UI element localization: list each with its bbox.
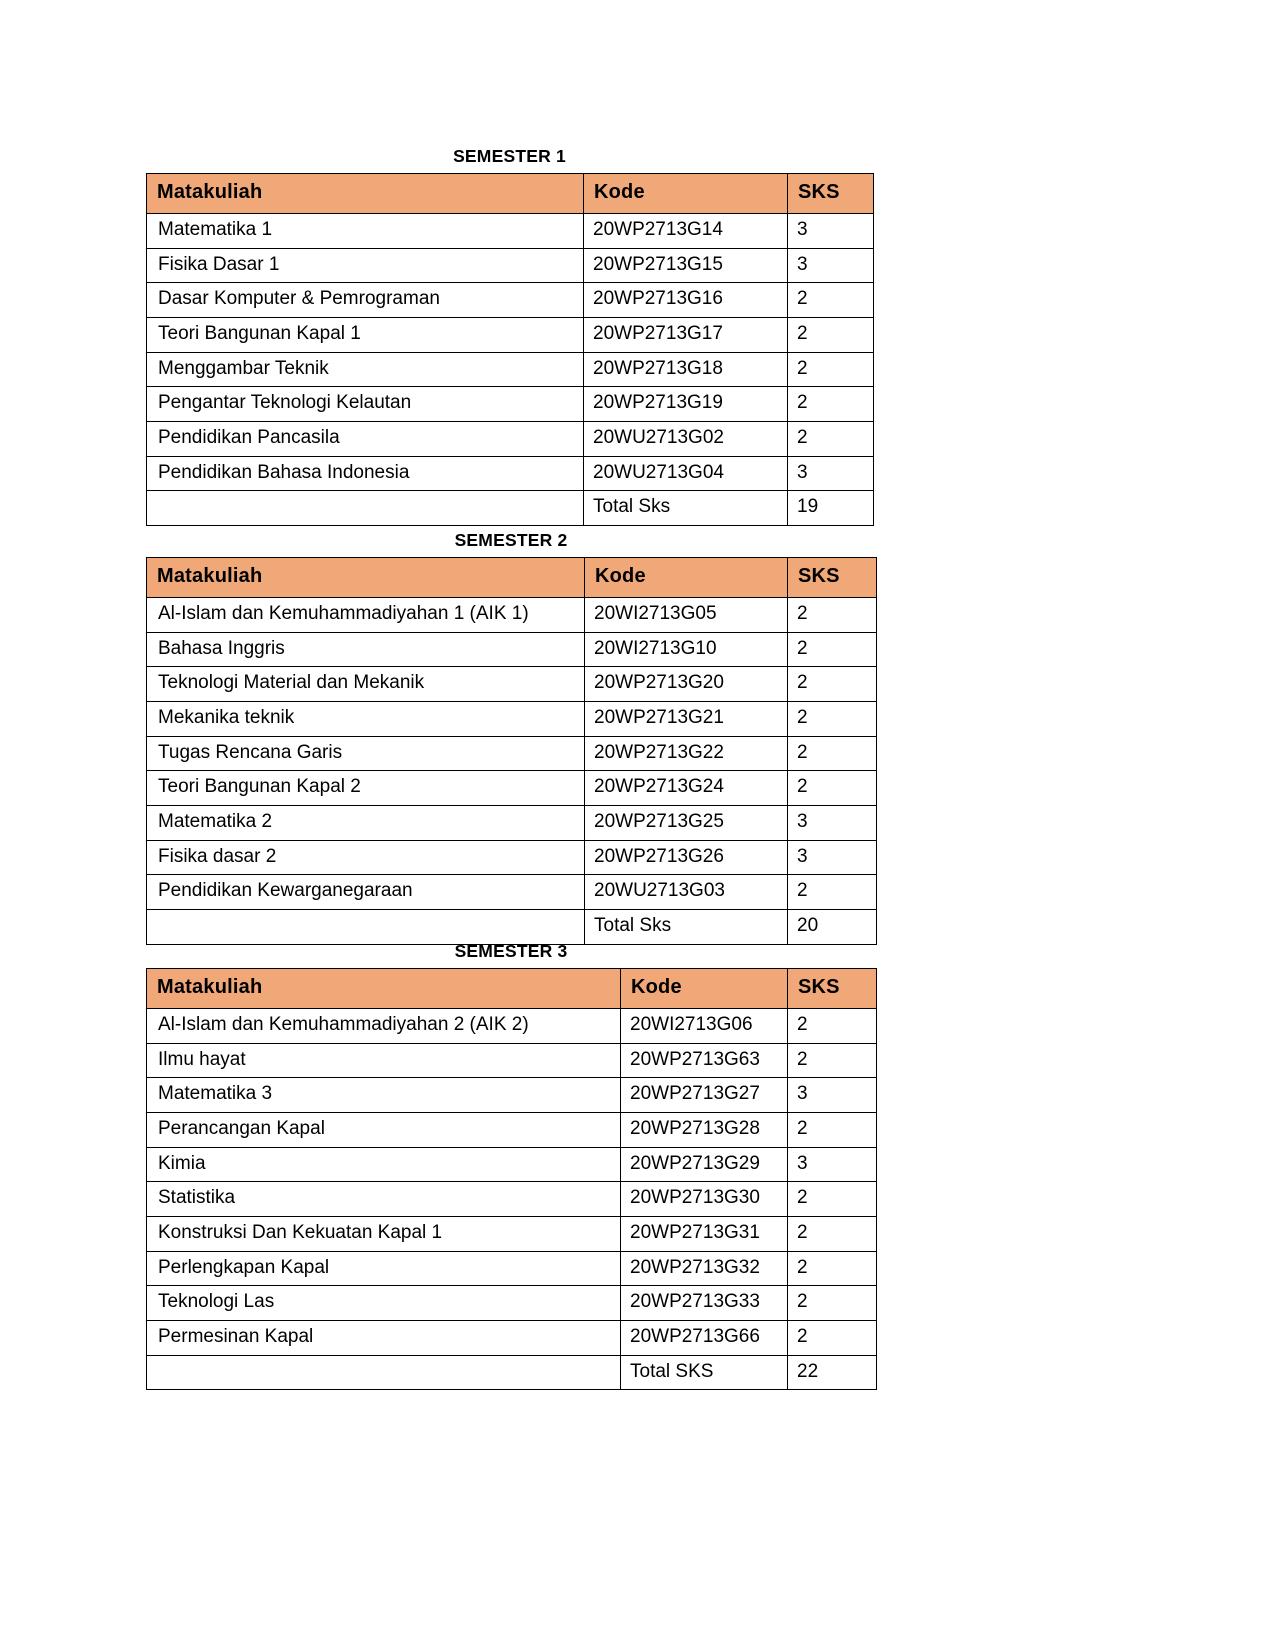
table-row (147, 1216, 877, 1251)
cell-sks: 2 (788, 387, 874, 422)
cell-matakuliah: Fisika Dasar 1 (147, 248, 584, 283)
cell-matakuliah: Bahasa Inggris (147, 632, 585, 667)
cell-sks: 2 (788, 1216, 877, 1251)
cell-kode: 20WP2713G24 (585, 771, 788, 806)
cell-matakuliah: Matematika 2 (147, 805, 585, 840)
cell-kode: 20WP2713G20 (585, 667, 788, 702)
cell-sks: 2 (788, 1320, 877, 1355)
cell-matakuliah: Pendidikan Pancasila (147, 421, 584, 456)
cell-matakuliah: Matematika 1 (147, 214, 584, 249)
cell-sks: 3 (788, 840, 877, 875)
table-row (147, 771, 877, 806)
cell-sks: 3 (788, 456, 874, 491)
cell-sks: 3 (788, 214, 874, 249)
table-row (147, 702, 877, 737)
cell-matakuliah: Pendidikan Bahasa Indonesia (147, 456, 584, 491)
table-row (147, 1147, 877, 1182)
cell-sks: 3 (788, 1147, 877, 1182)
course-table-1 (146, 173, 874, 526)
cell-sks: 2 (788, 1009, 877, 1044)
table-row (147, 387, 874, 422)
cell-kode: 20WP2713G31 (621, 1216, 788, 1251)
cell-matakuliah: Fisika dasar 2 (147, 840, 585, 875)
cell-sks: 2 (788, 352, 874, 387)
cell-sks: 2 (788, 771, 877, 806)
cell-matakuliah: Kimia (147, 1147, 621, 1182)
table-row (147, 421, 874, 456)
cell-matakuliah: Pendidikan Kewarganegaraan (147, 875, 585, 910)
cell-kode: 20WP2713G32 (621, 1251, 788, 1286)
cell-kode: 20WP2713G63 (621, 1043, 788, 1078)
table-header-2 (147, 558, 877, 598)
table-body-1 (147, 214, 874, 526)
table-body-3 (147, 1009, 877, 1390)
semester-title-3: SEMESTER 3 (454, 941, 568, 961)
cell-sks: 2 (788, 1251, 877, 1286)
cell-kode: 20WU2713G04 (584, 456, 788, 491)
cell-kode: 20WP2713G22 (585, 736, 788, 771)
table-header-1 (147, 174, 874, 214)
table-row (147, 1182, 877, 1217)
table-row (147, 736, 877, 771)
cell-kode: 20WI2713G10 (585, 632, 788, 667)
table-row (147, 598, 877, 633)
cell-empty (147, 491, 584, 526)
cell-matakuliah: Teori Bangunan Kapal 2 (147, 771, 585, 806)
cell-matakuliah: Ilmu hayat (147, 1043, 621, 1078)
cell-matakuliah: Perancangan Kapal (147, 1113, 621, 1148)
cell-sks: 2 (788, 283, 874, 318)
cell-sks: 3 (788, 1078, 877, 1113)
cell-matakuliah: Teknologi Las (147, 1286, 621, 1321)
table-row (147, 805, 877, 840)
cell-kode: 20WU2713G03 (585, 875, 788, 910)
table-row (147, 1251, 877, 1286)
cell-kode: 20WP2713G27 (621, 1078, 788, 1113)
cell-kode: 20WP2713G15 (584, 248, 788, 283)
cell-sks: 2 (788, 1182, 877, 1217)
cell-kode: 20WP2713G66 (621, 1320, 788, 1355)
table-total-row (147, 491, 874, 526)
cell-sks: 2 (788, 421, 874, 456)
cell-sks: 3 (788, 805, 877, 840)
table-row (147, 875, 877, 910)
table-row (147, 1286, 877, 1321)
table-body-2 (147, 598, 877, 944)
cell-matakuliah: Pengantar Teknologi Kelautan (147, 387, 584, 422)
cell-sks: 2 (788, 736, 877, 771)
semester-table-block-1 (146, 146, 873, 526)
header-row (147, 558, 877, 598)
column-header-matakuliah: Matakuliah (147, 969, 621, 1009)
cell-empty (147, 909, 585, 944)
cell-matakuliah: Statistika (147, 1182, 621, 1217)
semester-title-2: SEMESTER 2 (454, 530, 568, 550)
column-header-sks: SKS (788, 174, 874, 214)
cell-matakuliah: Al-Islam dan Kemuhammadiyahan 2 (AIK 2) (147, 1009, 621, 1044)
cell-kode: 20WI2713G06 (621, 1009, 788, 1044)
table-row (147, 1009, 877, 1044)
cell-matakuliah: Teori Bangunan Kapal 1 (147, 318, 584, 353)
semester-table-block-2 (146, 530, 876, 945)
cell-sks: 2 (788, 667, 877, 702)
table-row (147, 352, 874, 387)
header-row (147, 174, 874, 214)
column-header-kode: Kode (584, 174, 788, 214)
cell-kode: 20WP2713G19 (584, 387, 788, 422)
cell-kode: 20WU2713G02 (584, 421, 788, 456)
course-table-2 (146, 557, 877, 944)
cell-kode: 20WP2713G33 (621, 1286, 788, 1321)
cell-total-value: 20 (788, 909, 877, 944)
cell-kode: 20WP2713G21 (585, 702, 788, 737)
table-row (147, 1320, 877, 1355)
cell-matakuliah: Perlengkapan Kapal (147, 1251, 621, 1286)
cell-total-label: Total Sks (585, 909, 788, 944)
cell-sks: 2 (788, 1113, 877, 1148)
table-row (147, 840, 877, 875)
cell-matakuliah: Al-Islam dan Kemuhammadiyahan 1 (AIK 1) (147, 598, 585, 633)
table-row (147, 248, 874, 283)
cell-kode: 20WP2713G17 (584, 318, 788, 353)
cell-matakuliah: Dasar Komputer & Pemrograman (147, 283, 584, 318)
cell-sks: 2 (788, 702, 877, 737)
header-row (147, 969, 877, 1009)
column-header-matakuliah: Matakuliah (147, 558, 585, 598)
cell-kode: 20WI2713G05 (585, 598, 788, 633)
table-row (147, 667, 877, 702)
table-row (147, 318, 874, 353)
semester-table-block-3 (146, 941, 876, 1390)
cell-kode: 20WP2713G29 (621, 1147, 788, 1182)
cell-matakuliah: Matematika 3 (147, 1078, 621, 1113)
column-header-kode: Kode (621, 969, 788, 1009)
cell-sks: 2 (788, 318, 874, 353)
cell-matakuliah: Permesinan Kapal (147, 1320, 621, 1355)
table-row (147, 632, 877, 667)
cell-sks: 2 (788, 875, 877, 910)
cell-sks: 3 (788, 248, 874, 283)
cell-kode: 20WP2713G25 (585, 805, 788, 840)
table-total-row (147, 1355, 877, 1390)
table-row (147, 214, 874, 249)
table-row (147, 283, 874, 318)
cell-kode: 20WP2713G16 (584, 283, 788, 318)
column-header-matakuliah: Matakuliah (147, 174, 584, 214)
table-row (147, 1078, 877, 1113)
cell-sks: 2 (788, 1043, 877, 1078)
cell-kode: 20WP2713G14 (584, 214, 788, 249)
cell-kode: 20WP2713G26 (585, 840, 788, 875)
column-header-kode: Kode (585, 558, 788, 598)
cell-matakuliah: Mekanika teknik (147, 702, 585, 737)
cell-sks: 2 (788, 1286, 877, 1321)
cell-total-label: Total Sks (584, 491, 788, 526)
cell-sks: 2 (788, 632, 877, 667)
table-total-row (147, 909, 877, 944)
cell-total-value: 19 (788, 491, 874, 526)
table-row (147, 456, 874, 491)
cell-matakuliah: Konstruksi Dan Kekuatan Kapal 1 (147, 1216, 621, 1251)
cell-total-label: Total SKS (621, 1355, 788, 1390)
cell-kode: 20WP2713G18 (584, 352, 788, 387)
cell-total-value: 22 (788, 1355, 877, 1390)
cell-empty (147, 1355, 621, 1390)
cell-matakuliah: Teknologi Material dan Mekanik (147, 667, 585, 702)
column-header-sks: SKS (788, 969, 877, 1009)
semester-title-1: SEMESTER 1 (453, 146, 566, 166)
column-header-sks: SKS (788, 558, 877, 598)
cell-sks: 2 (788, 598, 877, 633)
table-row (147, 1043, 877, 1078)
cell-kode: 20WP2713G28 (621, 1113, 788, 1148)
cell-kode: 20WP2713G30 (621, 1182, 788, 1217)
course-table-3 (146, 968, 877, 1390)
table-row (147, 1113, 877, 1148)
cell-matakuliah: Tugas Rencana Garis (147, 736, 585, 771)
cell-matakuliah: Menggambar Teknik (147, 352, 584, 387)
table-header-3 (147, 969, 877, 1009)
